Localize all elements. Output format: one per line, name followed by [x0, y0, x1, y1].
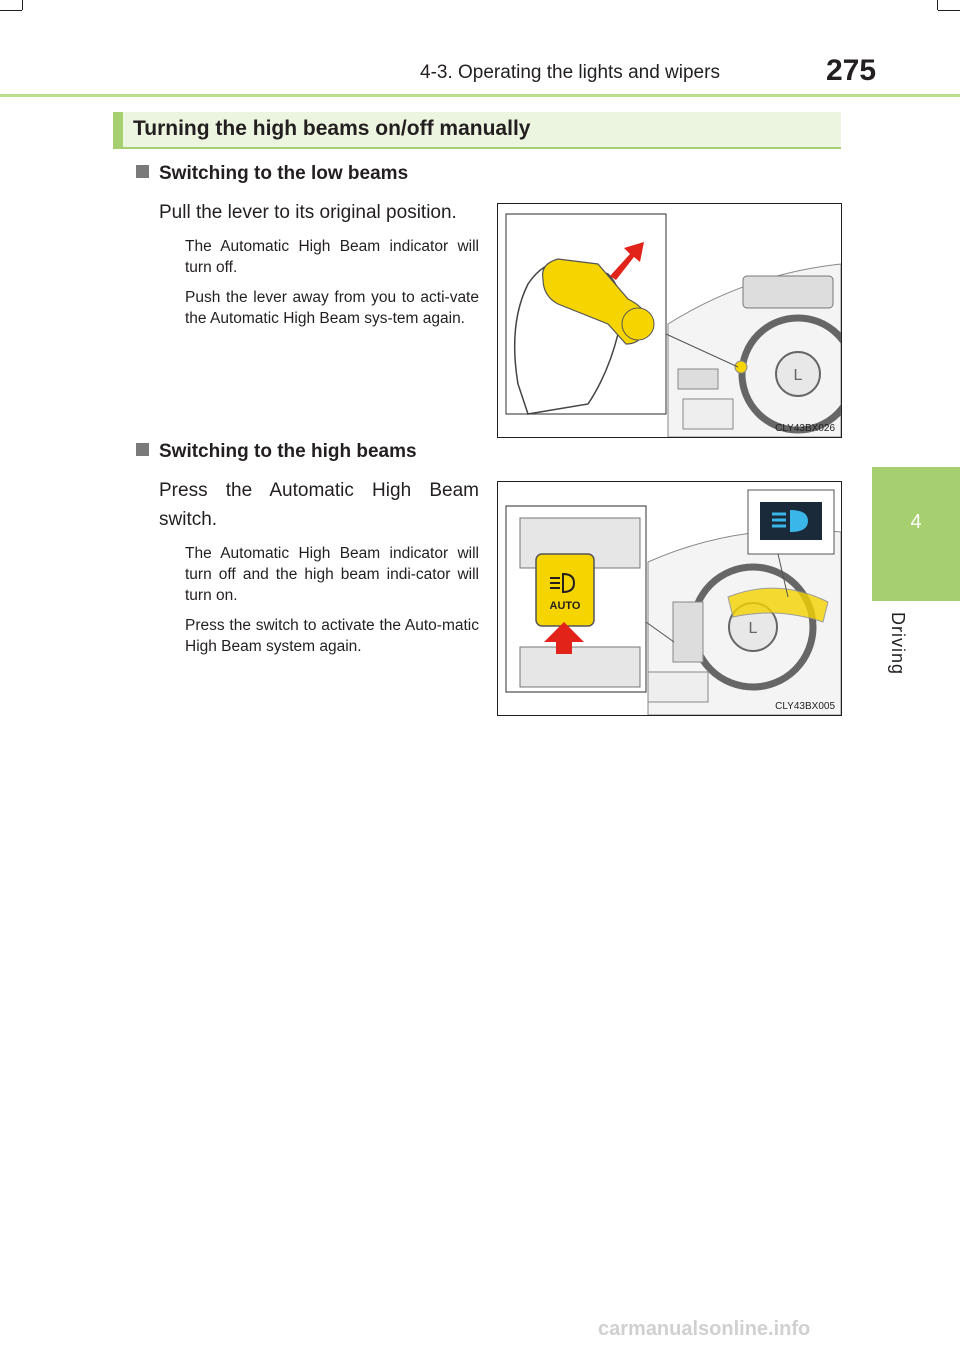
high-beams-figure [497, 481, 842, 716]
chapter-tab [872, 467, 960, 601]
low-beams-note-1: The Automatic High Beam indicator will turn off. [185, 238, 479, 276]
high-beams-note-1: The Automatic High Beam indicator will turn off and the high beam indi-cator will turn on. [185, 545, 479, 604]
header-rule [0, 94, 960, 97]
crop-mark [22, 0, 23, 10]
high-beams-note-2: Press the switch to activate the Auto-matic High Beam system again. [185, 617, 479, 655]
high-beams-heading [136, 441, 417, 463]
low-beams-heading-text: Switching to the low beams [159, 163, 409, 184]
page-number: 275 [826, 54, 877, 87]
section-bar [113, 112, 123, 148]
low-beams-instruction: Pull the lever to its original position. [159, 202, 457, 223]
low-beams-figure-code: CLY43BX026 [775, 423, 835, 434]
switch-illustration [498, 482, 841, 715]
watermark: carmanualsonline.info [598, 1318, 811, 1340]
high-beams-heading-text: Switching to the high beams [159, 441, 417, 462]
crop-mark [937, 0, 938, 10]
low-beams-note-2: Push the lever away from you to acti-vate the Automatic High Beam sys-tem again. [185, 289, 479, 327]
high-beams-figure-code: CLY43BX005 [775, 701, 835, 712]
section-rule [113, 147, 841, 149]
header-section-title: 4-3. Operating the lights and wipers [420, 62, 720, 83]
chapter-number: 4 [910, 511, 922, 533]
svg-text:L: L [748, 620, 758, 637]
section-title: Turning the high beams on/off manually [133, 117, 531, 140]
svg-text:L: L [793, 367, 803, 384]
chapter-label-wrap [884, 612, 914, 682]
auto-switch-label: AUTO [549, 600, 581, 612]
lever-illustration [498, 204, 841, 437]
square-bullet-icon [136, 443, 149, 456]
crop-mark [0, 10, 22, 11]
section-heading [113, 112, 841, 148]
chapter-label: Driving [888, 612, 908, 676]
crop-mark [938, 10, 960, 11]
square-bullet-icon [136, 165, 149, 178]
low-beams-heading [136, 163, 408, 185]
low-beams-figure [497, 203, 842, 438]
high-beams-instruction: Press the Automatic High Beam switch. [159, 480, 479, 530]
